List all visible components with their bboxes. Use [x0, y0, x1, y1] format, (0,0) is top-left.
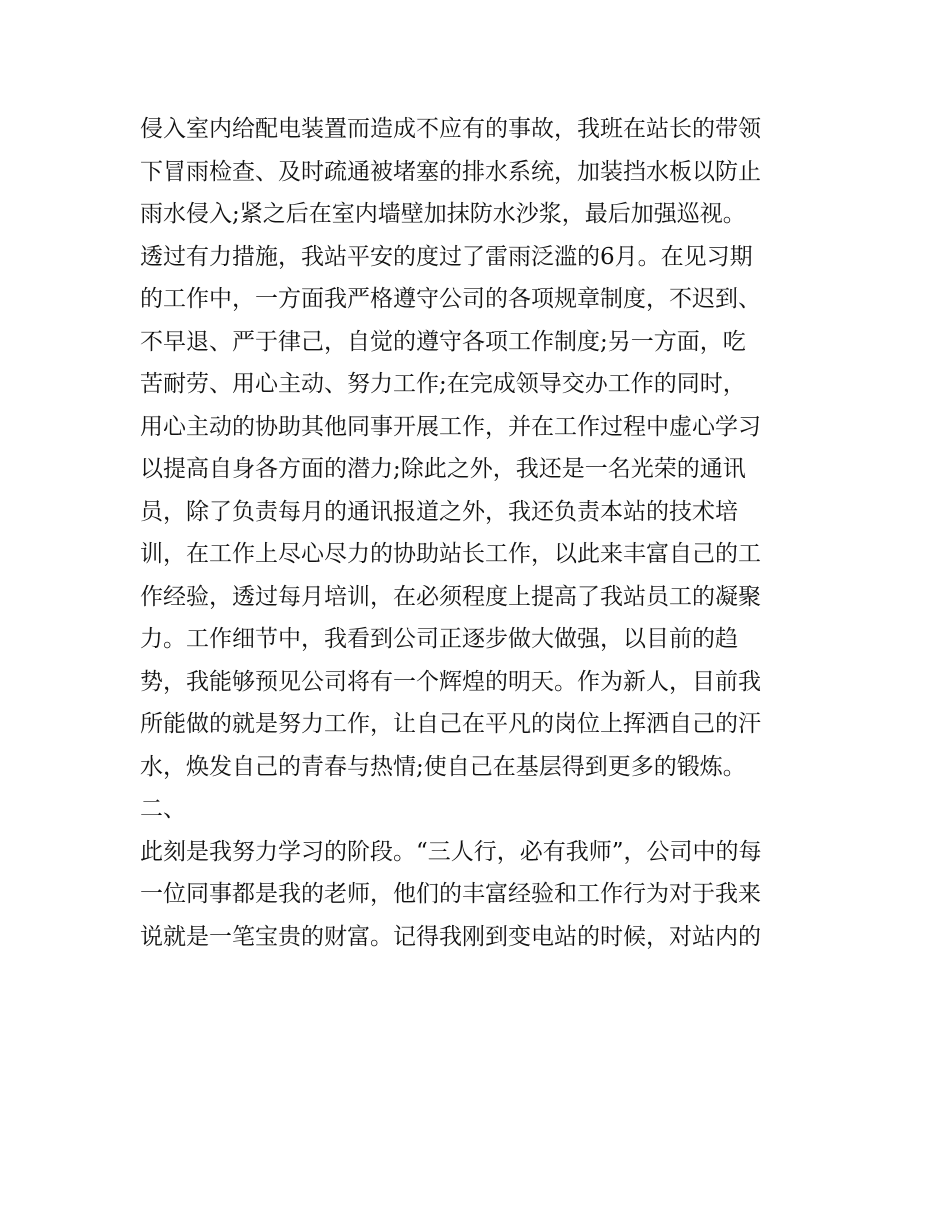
- text-line: 雨水侵入;紧之后在室内墙壁加抹防水沙浆，最后加强巡视。: [140, 201, 746, 227]
- section-heading: 二、: [140, 796, 186, 822]
- text-line: 作经验，透过每月培训，在必须程度上提高了我站员工的凝聚: [140, 583, 761, 610]
- text-line: 势，我能够预见公司将有一个辉煌的明天。作为新人，目前我: [140, 668, 761, 695]
- text-line: 力。工作细节中，我看到公司正逐步做大做强，以目前的趋: [140, 626, 738, 652]
- text-line: 下冒雨检查、及时疏通被堵塞的排水系统，加装挡水板以防止: [140, 158, 761, 185]
- text-line: 训，在工作上尽心尽力的协助站长工作，以此来丰富自己的工: [140, 541, 761, 567]
- text-line: 水，焕发自己的青春与热情;使自己在基层得到更多的锻炼。: [140, 753, 746, 780]
- text-line: 一位同事都是我的老师，他们的丰富经验和工作行为对于我来: [140, 881, 761, 907]
- text-line: 用心主动的协助其他同事开展工作，并在工作过程中虚心学习: [140, 413, 761, 440]
- text-line: 以提高自身各方面的潜力;除此之外，我还是一名光荣的通讯: [140, 456, 746, 482]
- text-line: 透过有力措施，我站平安的度过了雷雨泛滥的6月。在见习期: [140, 243, 753, 270]
- text-line: 侵入室内给配电装置而造成不应有的事故，我班在站长的带领: [140, 116, 761, 142]
- text-line: 不早退、严于律己，自觉的遵守各项工作制度;另一方面，吃: [140, 328, 746, 355]
- text-line: 苦耐劳、用心主动、努力工作;在完成领导交办工作的同时，: [140, 371, 746, 397]
- text-line: 说就是一笔宝贵的财富。记得我刚到变电站的时候，对站内的: [140, 923, 761, 950]
- text-line: 此刻是我努力学习的阶段。“三人行，必有我师”，公司中的每: [140, 838, 762, 865]
- body-text: [140, 108, 820, 958]
- text-line: 的工作中，一方面我严格遵守公司的各项规章制度，不迟到、: [140, 286, 761, 312]
- text-line: 员，除了负责每月的通讯报道之外，我还负责本站的技术培: [140, 498, 738, 525]
- text-line: 所能做的就是努力工作，让自己在平凡的岗位上挥洒自己的汗: [140, 711, 761, 737]
